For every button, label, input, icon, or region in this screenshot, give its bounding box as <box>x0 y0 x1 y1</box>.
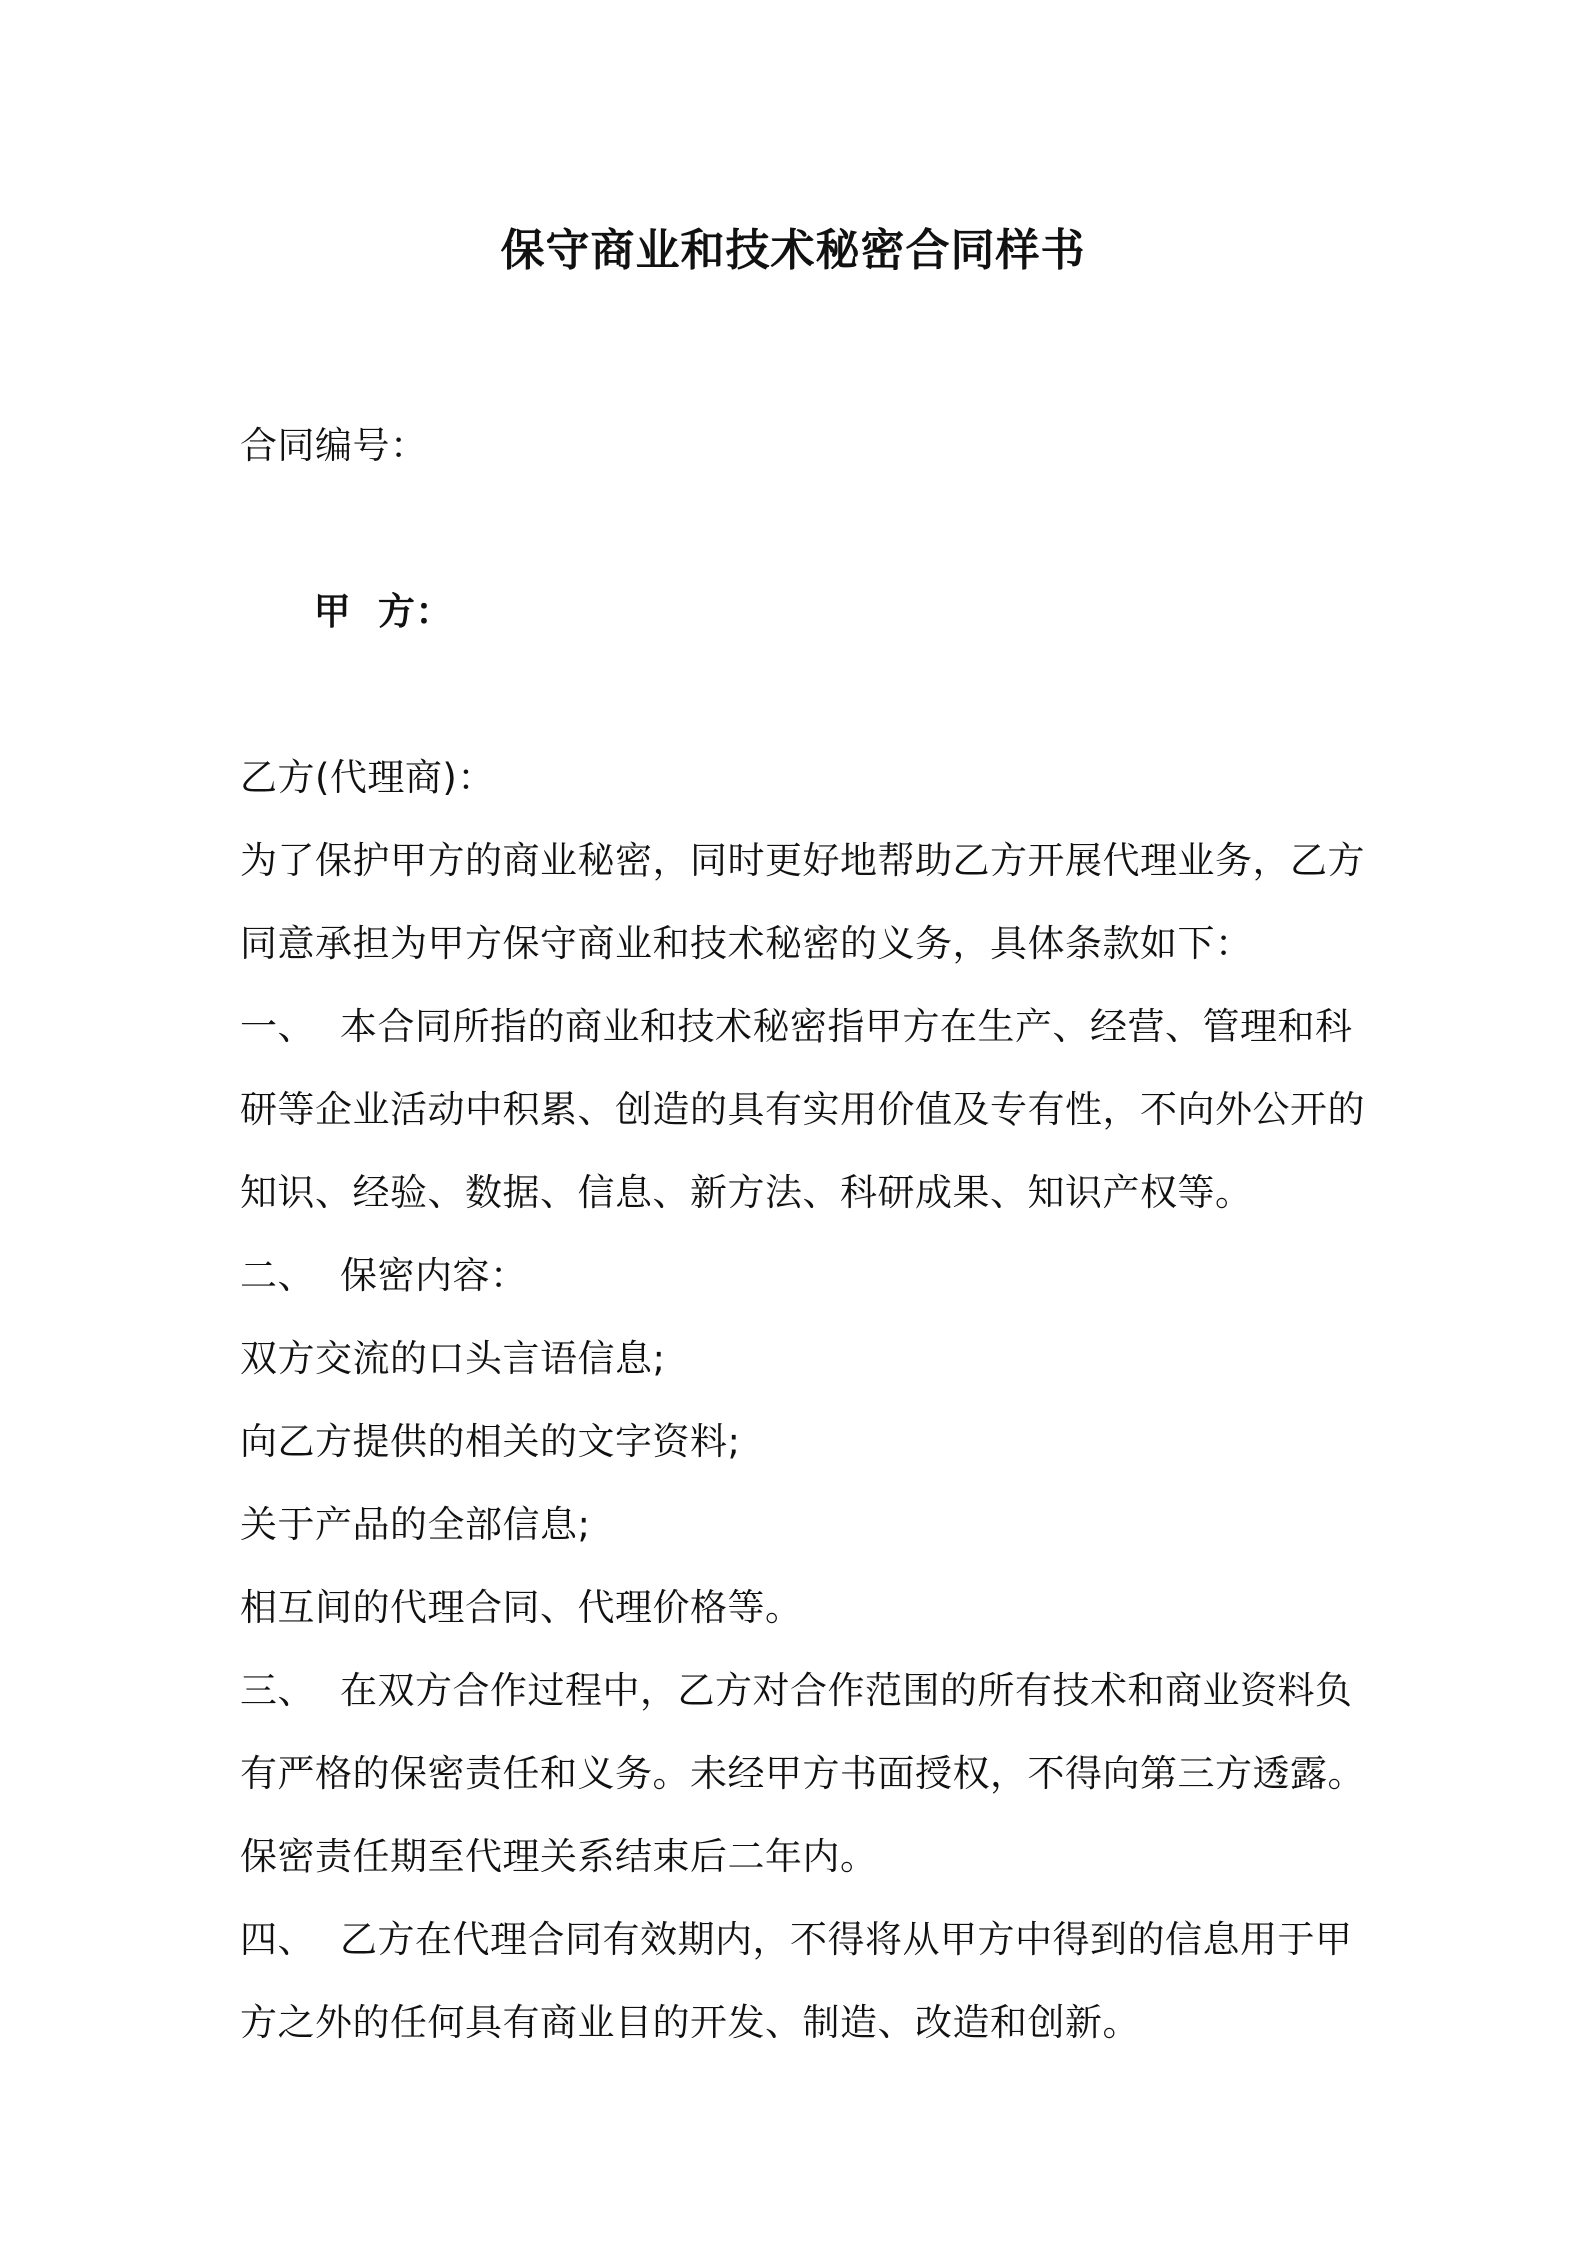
contract-number-label: 合同编号： <box>240 424 428 467</box>
clause-4-number: 四、 <box>240 1918 315 1961</box>
clause-4-text: 乙方在代理合同有效期内，不得将从甲方中得到的信息用于甲方之外的任何具有商业目的开发、制造、改造和创新。 <box>240 1918 1353 2044</box>
clause-1 <box>240 985 1365 1234</box>
clause-3 <box>240 1649 1365 1898</box>
clause-1-number: 一、 <box>240 1005 315 1048</box>
clause-1-text: 本合同所指的商业和技术秘密指甲方在生产、经营、管理和科研等企业活动中积累、创造的具有实用价值及专有性，不向外公开的知识、经验、数据、信息、新方法、科研成果、知识产权等。 <box>240 1005 1365 1214</box>
clause-2-item: 向乙方提供的相关的文字资料; <box>240 1420 741 1463</box>
clause-2-item: 相互间的代理合同、代理价格等。 <box>240 1586 803 1629</box>
clause-2-text: 保密内容： <box>340 1254 528 1297</box>
clause-2-item: 双方交流的口头言语信息; <box>240 1337 666 1380</box>
document-title: 保守商业和技术秘密合同样书 <box>500 225 1086 276</box>
intro-paragraph: 为了保护甲方的商业秘密，同时更好地帮助乙方开展代理业务，乙方同意承担为甲方保守商业和技术秘密的义务，具体条款如下： <box>240 839 1365 965</box>
party-a-label: 甲 方： <box>313 590 453 633</box>
document-body <box>240 404 1365 2064</box>
clause-3-text: 在双方合作过程中，乙方对合作范围的所有技术和商业资料负有严格的保密责任和义务。未经甲方书面授权，不得向第三方透露。保密责任期至代理关系结束后二年内。 <box>240 1669 1365 1878</box>
clause-4 <box>240 1898 1365 2064</box>
clause-2-number: 二、 <box>240 1254 315 1297</box>
party-b-label: 乙方(代理商)： <box>240 756 495 799</box>
clause-2-item: 关于产品的全部信息; <box>240 1503 591 1546</box>
field-contract-number <box>240 404 1365 487</box>
clause-2 <box>240 1234 1365 1317</box>
clause-3-number: 三、 <box>240 1669 315 1712</box>
field-party-b <box>240 736 1365 819</box>
field-party-a <box>240 487 1365 736</box>
